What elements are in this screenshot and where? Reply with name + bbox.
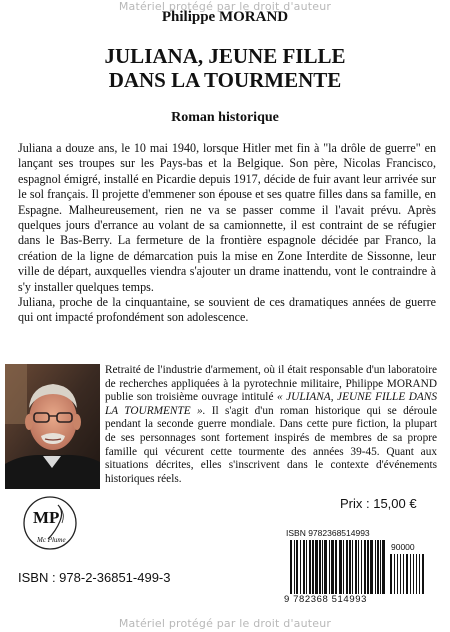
barcode bbox=[284, 528, 427, 606]
barcode-bar bbox=[367, 540, 369, 594]
mc-plume-logo-icon bbox=[20, 495, 80, 555]
barcode-bar bbox=[315, 540, 318, 594]
barcode-bar bbox=[312, 540, 314, 594]
author-portrait-image bbox=[5, 364, 100, 489]
barcode-bar bbox=[361, 540, 362, 594]
barcode-bar bbox=[375, 540, 376, 594]
barcode-digits: 9 782368 514993 bbox=[284, 594, 367, 605]
synopsis-paragraph-2: Juliana, proche de la cinquantaine, se souvient de ces dramatiques années de guerre qui ont impacté profondément son adolescence. bbox=[18, 295, 436, 325]
barcode-bar bbox=[364, 540, 366, 594]
logo-letters: MP bbox=[33, 508, 60, 527]
barcode-bar bbox=[339, 540, 342, 594]
barcode-addon-bar bbox=[406, 554, 408, 594]
barcode-addon-bar bbox=[410, 554, 411, 594]
barcode-bar bbox=[322, 540, 323, 594]
barcode-bar bbox=[370, 540, 373, 594]
barcode-bar bbox=[349, 540, 351, 594]
barcode-addon-bar bbox=[422, 554, 424, 594]
synopsis bbox=[18, 141, 436, 326]
bio-text-part-1: Retraité de l'industrie d'armement, où il était responsable d'un laboratoire de recherches appliquées à la pyrotechnie militaire, Philippe MORAND publie son troisième ouvrage intitulé bbox=[105, 364, 437, 404]
bio-text-part-2: Il s'agit d'un roman historique qui se déroule pendant la seconde guerre mondiale. Dans cette pure fiction, la plupart de ses personnages sont fortement inspirés de membres de sa propre famille qui vécurent cette tourmente des années 39-45. Quant aux situations décrites, elles s'inscrivent dans le contexte d'événements historiques réels. bbox=[105, 404, 437, 485]
barcode-addon-bar bbox=[416, 554, 417, 594]
barcode-addon-bar bbox=[400, 554, 401, 594]
isbn-text: ISBN : 978-2-36851-499-3 bbox=[18, 570, 171, 585]
barcode-bar bbox=[296, 540, 298, 594]
barcode-bar bbox=[358, 540, 359, 594]
barcode-bar bbox=[319, 540, 321, 594]
synopsis-paragraph-1: Juliana a douze ans, le 10 mai 1940, lorsque Hitler met fin à "la drôle de guerre" en lançant ses troupes sur les Pays-bas et la Belgique. Son père, Nicolas Francisco, espagnol émigré, installé en Picardie depuis 1917, décide de fuir avant leur arrivée sur le sol français. Il projette d'emmener son épouse et ses quatre filles dans sa famille, en Espagne. Malheureusement, rien ne va se passer comme il l'avait prévu. Après quelques jours d'errance au volant de sa camionnette, il est contraint de se réfugier dans le Bas-Berry. La fermeture de la frontière espagnole décidée par Franco, la création de la ligne de démarcation puis la mise en Zone Interdite de Sissonne, leur ville de départ, auxquelles viendra s'ajouter un drame inattendu, vont le contraindre à s'y installer quelques temps. bbox=[18, 141, 436, 294]
barcode-bar bbox=[290, 540, 292, 594]
bio-book-title: « JULIANA, JEUNE FILLE DANS LA TOURMENTE ». bbox=[105, 391, 437, 417]
barcode-bar bbox=[303, 540, 305, 594]
barcode-bar bbox=[324, 540, 327, 594]
barcode-bar bbox=[335, 540, 337, 594]
barcode-addon-number: 90000 bbox=[391, 542, 415, 552]
book-title-line-2: DANS LA TOURMENTE bbox=[108, 68, 342, 92]
barcode-bar bbox=[300, 540, 301, 594]
barcode-bar bbox=[331, 540, 334, 594]
watermark-top: Matériel protégé par le droit d'auteur bbox=[118, 0, 332, 13]
barcode-addon-bar bbox=[390, 554, 392, 594]
barcode-bar bbox=[294, 540, 295, 594]
book-title bbox=[0, 44, 450, 92]
author-name: Philippe MORAND bbox=[161, 9, 289, 25]
barcode-addon-bar bbox=[403, 554, 404, 594]
author-biography-text bbox=[105, 364, 437, 486]
author-photo bbox=[5, 364, 100, 489]
barcode-addon-bar bbox=[397, 554, 398, 594]
book-subtitle: Roman historique bbox=[171, 110, 279, 125]
barcode-bar bbox=[306, 540, 307, 594]
barcode-bars bbox=[284, 540, 427, 596]
watermark-bottom: Matériel protégé par le droit d'auteur bbox=[118, 617, 332, 630]
barcode-isbn-label: ISBN 9782368514993 bbox=[286, 528, 370, 538]
barcode-bar bbox=[382, 540, 385, 594]
barcode-addon-bar bbox=[413, 554, 414, 594]
author-biography bbox=[105, 364, 437, 486]
barcode-addon-bar bbox=[394, 554, 395, 594]
barcode-bar bbox=[346, 540, 348, 594]
barcode-bar bbox=[352, 540, 353, 594]
barcode-bar bbox=[309, 540, 311, 594]
publisher-logo bbox=[20, 495, 80, 555]
barcode-bar bbox=[329, 540, 330, 594]
logo-caption: Mc Plume bbox=[37, 536, 66, 544]
price-label: Prix : 15,00 € bbox=[340, 496, 417, 511]
barcode-bar bbox=[377, 540, 379, 594]
barcode-bar bbox=[355, 540, 357, 594]
barcode-bar bbox=[343, 540, 344, 594]
barcode-addon-bar bbox=[419, 554, 420, 594]
book-title-line-1: JULIANA, JEUNE FILLE bbox=[104, 44, 346, 68]
barcode-bar bbox=[380, 540, 381, 594]
